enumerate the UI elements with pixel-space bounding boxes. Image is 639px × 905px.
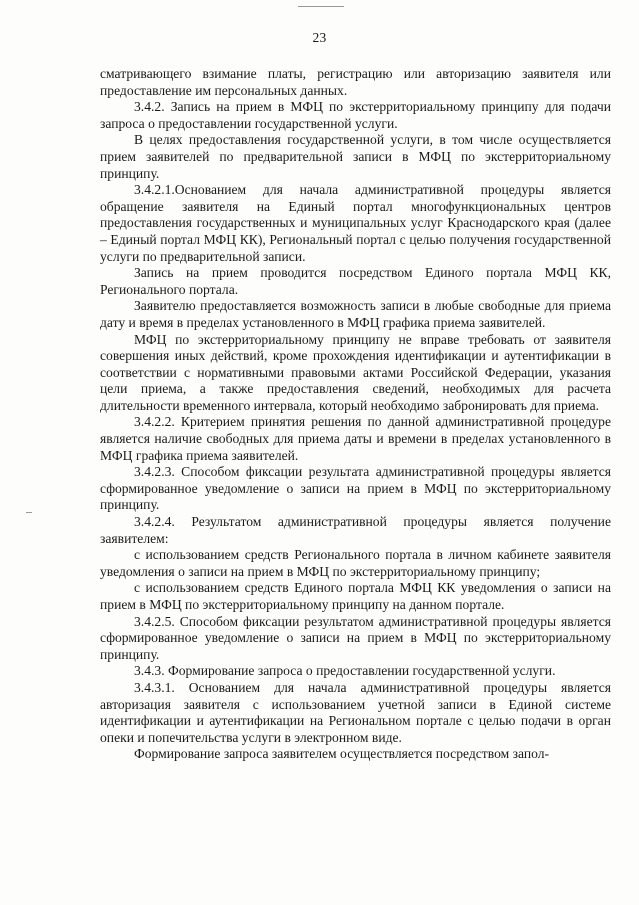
paragraph-3-4-2-1: 3.4.2.1.Основанием для начала административной процедуры является обращение заявителя на Единый портал многофункциональных центров предоставления государственных и муниципальных услуг Краснодарского края (далее – Единый портал МФЦ КК), Региональный портал с целью получения государственной услуги по предварительной записи. [100, 182, 611, 264]
paragraph-3-4-2-5: 3.4.2.5. Способом фиксации результатом административной процедуры является сформированное уведомление о записи на прием в МФЦ по экстерриториальному принципу. [100, 613, 611, 662]
page-number: 23 [312, 30, 327, 45]
paragraph-3-4-3-1: 3.4.3.1. Основанием для начала административной процедуры является авторизация заявителя с использованием учетной записи в Единой системе идентификации и аутентификации на Региональном портале с целью подачи в орган опеки и попечительства услуги в электронном виде. [100, 679, 611, 745]
paragraph-3-4-2-2: 3.4.2.2. Критерием принятия решения по данной административной процедуре является наличие свободных для приема даты и времени в пределах установленного в МФЦ графика приема заявителей. [100, 414, 611, 463]
document-body [100, 66, 611, 763]
paragraph-request-formation: Формирование запроса заявителем осуществляется посредством запол- [134, 746, 550, 762]
paragraph-appointment: Запись на прием проводится посредством Единого портала МФЦ КК, Регионального портала. [100, 265, 611, 297]
paragraph-continuation: сматривающего взимание платы, регистрацию или авторизацию заявителя или предоставление им персональных данных. [100, 66, 611, 98]
paragraph-3-4-2-3: 3.4.2.3. Способом фиксации результата административной процедуры является сформированное уведомление о записи на прием в МФЦ по экстерриториальному принципу. [100, 464, 611, 513]
scan-artifact-margin [26, 512, 32, 513]
paragraph-3-4-3: 3.4.3. Формирование запроса о предоставлении государственной услуги. [134, 663, 556, 679]
paragraph-regional-portal-result: с использованием средств Регионального портала в личном кабинете заявителя уведомления о записи на прием в МФЦ по экстерриториальному принципу; [100, 547, 611, 579]
paragraph-mfc-restrictions: МФЦ по экстерриториальному принципу не вправе требовать от заявителя совершения иных действий, кроме прохождения идентификации и аутентификации в соответствии с нормативными правовыми актами Российской Федерации, указания цели приема, а также предоставления сведений, необходимых для расчета длительности временного интервала, который необходимо забронировать для приема. [100, 331, 611, 413]
paragraph-purpose: В целях предоставления государственной услуги, в том числе осуществляется прием заявителей по предварительной записи в МФЦ по экстерриториальному принципу. [100, 132, 611, 181]
paragraph-mfc-portal-result: с использованием средств Единого портала МФЦ КК уведомления о записи на прием в МФЦ по экстерриториальному принципу на данном портале. [100, 580, 611, 612]
scan-artifact-top [298, 6, 344, 7]
paragraph-3-4-2-4: 3.4.2.4. Результатом административной процедуры является получение заявителем: [100, 514, 611, 546]
paragraph-booking-options: Заявителю предоставляется возможность записи в любые свободные для приема дату и время в пределах установленного в МФЦ графика приема заявителей. [100, 298, 611, 330]
paragraph-3-4-2: 3.4.2. Запись на прием в МФЦ по экстерриториальному принципу для подачи запроса о предоставлении государственной услуги. [100, 99, 611, 131]
